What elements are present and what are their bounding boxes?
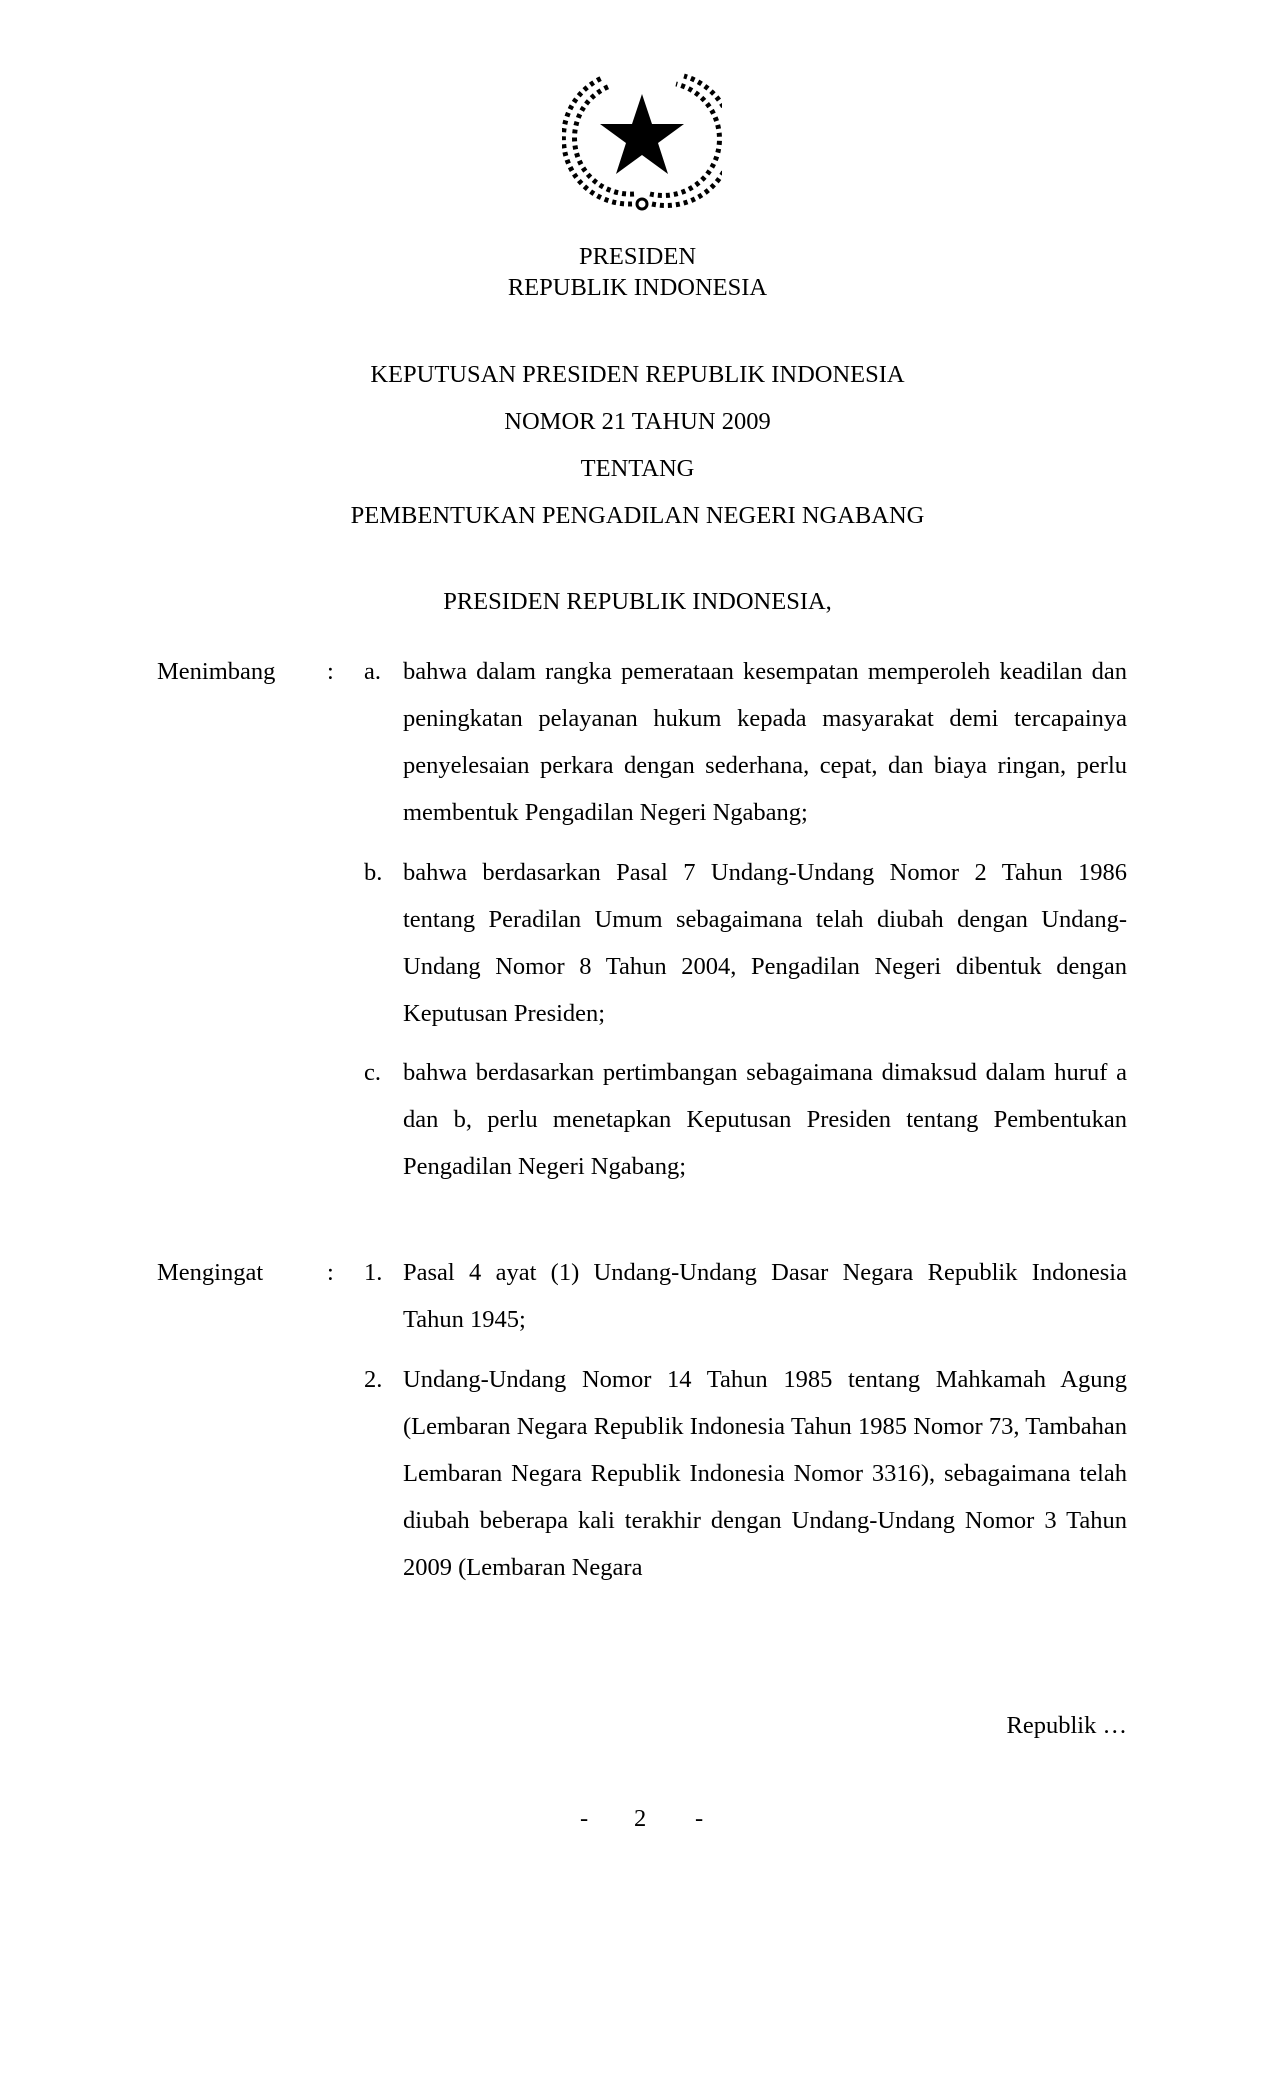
- page-number: 2: [634, 1805, 647, 1832]
- colon: :: [327, 1259, 334, 1286]
- mengingat-label: Mengingat: [157, 1259, 264, 1286]
- mengingat-item-1: Pasal 4 ayat (1) Undang-Undang Dasar Negara Republik Indonesia Tahun 1945;: [403, 1259, 1127, 1333]
- header-republic: REPUBLIK INDONESIA: [507, 274, 768, 301]
- item-marker: 1.: [364, 1259, 383, 1286]
- title-line-1: KEPUTUSAN PRESIDEN REPUBLIK INDONESIA: [370, 361, 905, 388]
- menimbang-item-c: bahwa berdasarkan pertimbangan sebagaimana dimaksud dalam huruf a dan b, perlu menetapkan Keputusan Presiden tentang Pembentukan Pengadilan Negeri Ngabang;: [403, 1059, 1127, 1180]
- page-dash-right: -: [695, 1805, 704, 1832]
- item-marker: a.: [364, 658, 381, 685]
- colon: :: [327, 658, 334, 685]
- item-marker: 2.: [364, 1366, 383, 1393]
- menimbang-label: Menimbang: [157, 658, 276, 685]
- header-president: PRESIDEN: [578, 243, 697, 270]
- item-marker: b.: [364, 859, 383, 886]
- menimbang-item-a: bahwa dalam rangka pemerataan kesempatan memperoleh keadilan dan peningkatan pelayanan hukum kepada masyarakat demi tercapainya penyelesaian perkara dengan sederhana, cepat, dan biaya ringan, perlu membentuk Pengadilan Negeri Ngabang;: [403, 658, 1127, 826]
- title-number: NOMOR 21 TAHUN 2009: [504, 408, 771, 435]
- mengingat-item-2: Undang-Undang Nomor 14 Tahun 1985 tentang Mahkamah Agung (Lembaran Negara Republik Indonesia Tahun 1985 Nomor 73, Tambahan Lembaran Negara Republik Indonesia Nomor 3316), sebagaimana telah diubah beberapa kali terakhir dengan Undang-Undang Nomor 3 Tahun 2009 (Lembaran Negara: [403, 1366, 1127, 1581]
- page-dash-left: -: [580, 1805, 589, 1832]
- preamble: PRESIDEN REPUBLIK INDONESIA,: [443, 588, 832, 615]
- item-marker: c.: [364, 1059, 381, 1086]
- continuation-note: Republik …: [1006, 1712, 1127, 1739]
- title-subject: PEMBENTUKAN PENGADILAN NEGERI NGABANG: [350, 502, 925, 529]
- menimbang-item-b: bahwa berdasarkan Pasal 7 Undang-Undang Nomor 2 Tahun 1986 tentang Peradilan Umum sebagaimana telah diubah dengan Undang-Undang Nomor 8 Tahun 2004, Pengadilan Negeri dibentuk dengan Keputusan Presiden;: [403, 859, 1127, 1027]
- title-tentang: TENTANG: [580, 455, 695, 482]
- presidential-emblem-icon: [562, 56, 722, 216]
